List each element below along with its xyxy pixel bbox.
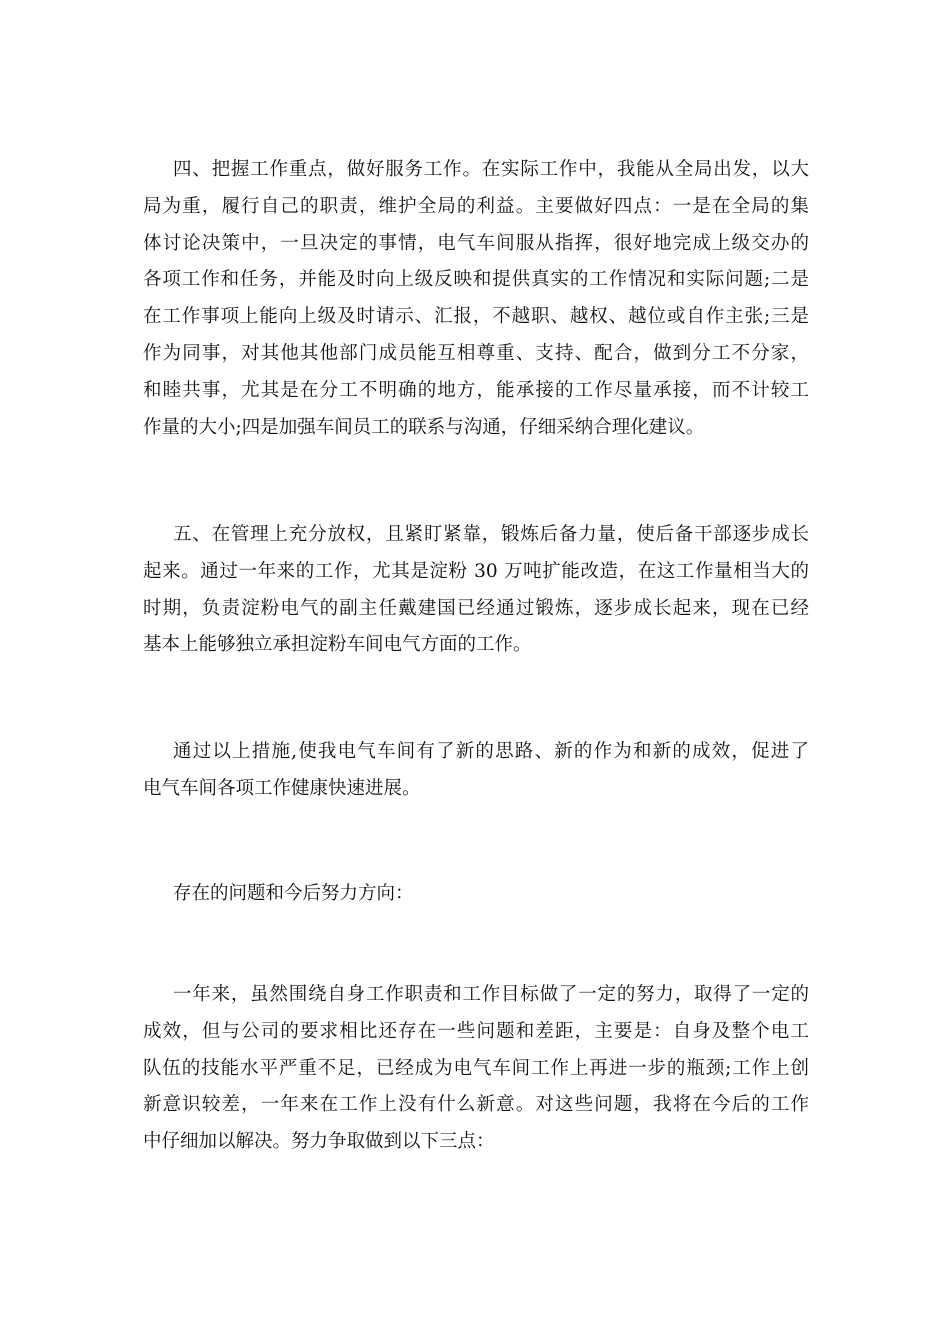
text-line: 在工作事项上能向上级及时请示、汇报，不越职、越权、越位或自作主张;三是: [143, 306, 809, 328]
text-line: 作量的大小;四是加强车间员工的联系与沟通，仔细采纳合理化建议。: [143, 416, 705, 438]
text-line: 时期，负责淀粉电气的副主任戴建国已经通过锻炼，逐步成长起来，现在已经: [143, 597, 809, 619]
text-line: 作为同事，对其他其他部门成员能互相尊重、支持、配合，做到分工不分家，: [143, 342, 809, 364]
text-line: 存在的问题和今后努力方向：: [173, 883, 414, 904]
text-line: 成效，但与公司的要求相比还存在一些问题和差距，主要是：自身及整个电工: [143, 1020, 809, 1042]
text-line: 五、在管理上充分放权，且紧盯紧靠，锻炼后备力量，使后备干部逐步成长: [173, 524, 809, 545]
text-line: 队伍的技能水平严重不足，已经成为电气车间工作上再进一步的瓶颈;工作上创: [143, 1057, 809, 1079]
text-line: 四、把握工作重点，做好服务工作。在实际工作中，我能从全局出发，以大: [173, 159, 809, 180]
paragraph-problems: [143, 977, 809, 1161]
paragraph-service-work: [143, 152, 809, 446]
paragraph-conclusion: [143, 734, 809, 808]
text-line: 电气车间各项工作健康快速进展。: [143, 777, 421, 799]
text-line: 新意识较差，一年来在工作上没有什么新意。对这些问题，我将在今后的工作: [143, 1094, 809, 1116]
text-line: 体讨论决策中，一旦决定的事情，电气车间服从指挥，很好地完成上级交办的: [143, 232, 809, 254]
text-line: 局为重，履行自己的职责，维护全局的利益。主要做好四点：一是在全局的集: [143, 195, 809, 217]
text-line: 各项工作和任务，并能及时向上级反映和提供真实的工作情况和实际问题;二是: [143, 269, 809, 291]
text-line: 一年来，虽然围绕自身工作职责和工作目标做了一定的努力，取得了一定的: [173, 984, 809, 1005]
text-line: 通过以上措施,使我电气车间有了新的思路、新的作为和新的成效，促进了: [173, 741, 809, 762]
text-line: 和睦共事，尤其是在分工不明确的地方，能承接的工作尽量承接，而不计较工: [143, 379, 809, 401]
section-heading-problems: [143, 876, 809, 913]
text-line: 起来。通过一年来的工作，尤其是淀粉 30 万吨扩能改造，在这工作量相当大的: [143, 560, 809, 582]
paragraph-delegation: [143, 517, 809, 664]
text-line: 基本上能够独立承担淀粉车间电气方面的工作。: [143, 634, 532, 656]
text-line: 中仔细加以解决。努力争取做到以下三点：: [143, 1131, 495, 1153]
